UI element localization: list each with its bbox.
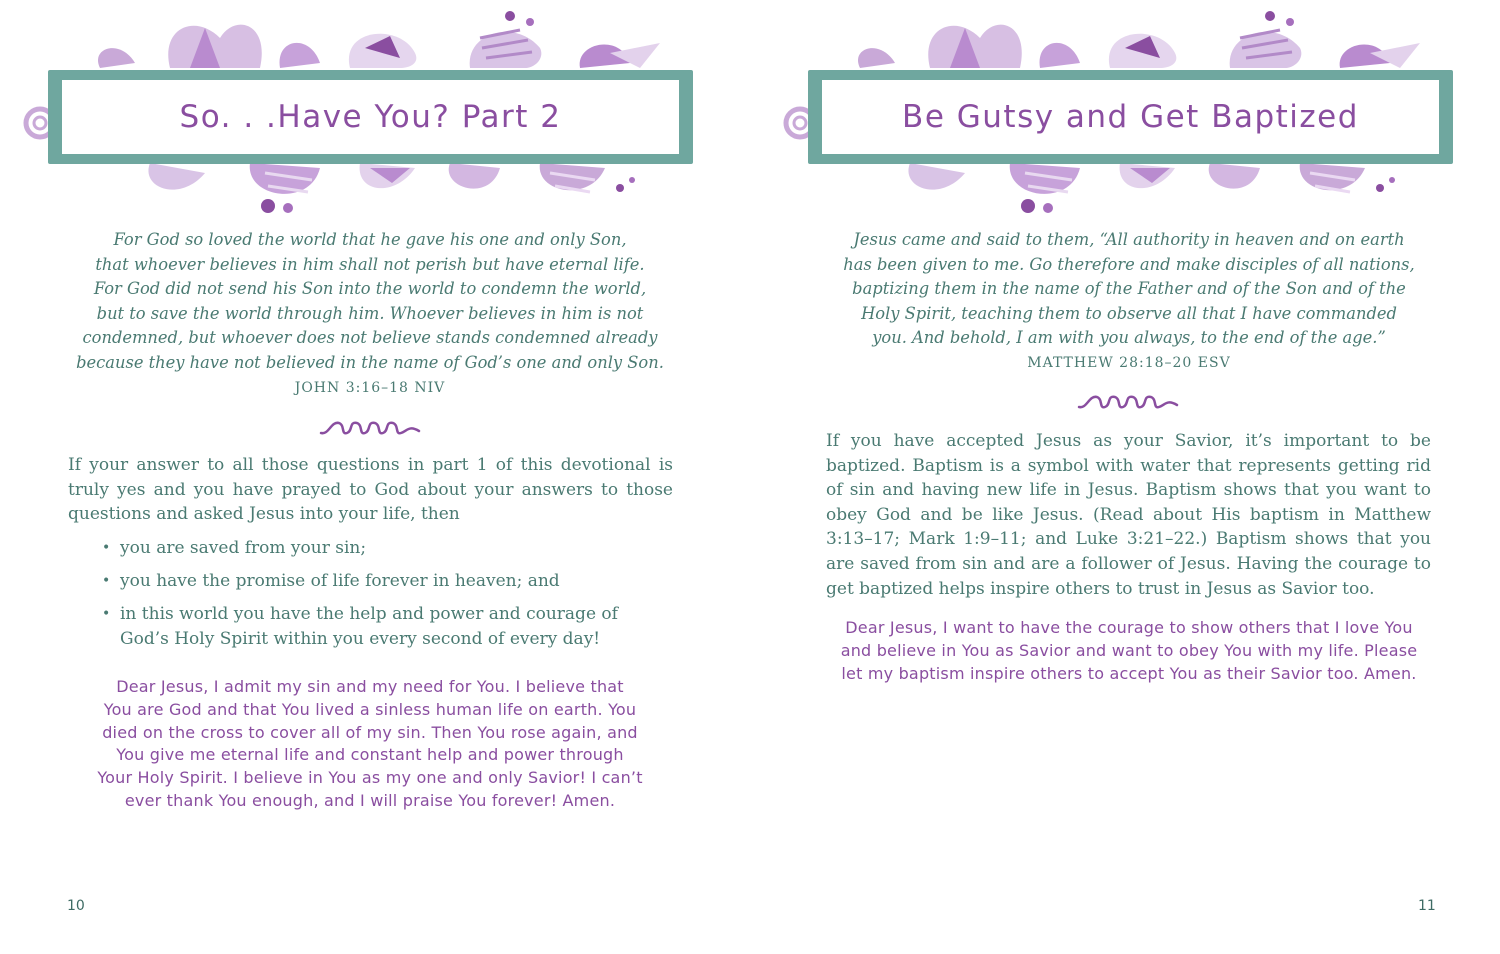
page-title: So. . .Have You? Part 2 [179,99,562,135]
verse-reference: JOHN 3:16–18 NIV [294,379,446,396]
verse-line: you. And behold, I am with you always, to the end of the age.” [872,328,1386,348]
scripture-verse [50,228,690,400]
verse-line: has been given to me. Go therefore and make disciples of all nations, [843,254,1415,274]
list-item: • you are saved from your sin; [102,538,367,558]
verse-line: because they have not believed in the name of God’s one and only Son. [76,352,664,372]
title-frame [808,70,1453,164]
verse-reference: MATTHEW 28:18–20 ESV [1027,354,1231,371]
prayer-line: You give me eternal life and constant help and power through [116,745,624,765]
verse-line: Jesus came and said to them, “All authority in heaven and on earth [853,230,1405,249]
prayer-line: died on the cross to cover all of my sin. Then You rose again, and [102,722,638,742]
verse-line: Holy Spirit, teaching them to observe all that I have commanded [861,303,1397,323]
list-item: • in this world you have the help and power and courage of God’s Holy Spirit within you every second of every day! [102,604,618,649]
right-page [750,0,1500,954]
title-frame [48,70,693,164]
prayer-text [809,617,1449,685]
verse-line: For God so loved the world that he gave his one and only Son, [113,230,627,249]
right-header-banner [780,8,1480,223]
prayer-line: Dear Jesus, I want to have the courage to show others that I love You [845,618,1413,637]
prayer-line: Dear Jesus, I admit my sin and my need for You. I believe that [116,677,624,696]
verse-line: condemned, but whoever does not believe stands condemned already [82,328,658,348]
verse-line: baptizing them in the name of the Father and of the Son and of the [852,279,1406,299]
verse-line: but to save the world through him. Whoever believes in him is not [96,303,644,323]
page-title: Be Gutsy and Get Baptized [902,99,1359,135]
left-header-banner [20,8,720,223]
verse-line: that whoever believes in him shall not perish but have eternal life. [95,254,645,274]
swirl-divider-icon [1074,389,1184,415]
page-number: 11 [1418,898,1436,914]
prayer-line: and believe in You as Savior and want to obey You with my life. Please [840,640,1418,660]
prayer-text [50,676,690,813]
prayer-line: ever thank You enough, and I will praise You forever! Amen. [124,790,616,810]
bullet-list [100,536,660,660]
prayer-line: You are God and that You lived a sinless human life on earth. You [103,699,637,719]
intro-paragraph: If your answer to all those questions in part 1 of this devotional is truly yes and you have prayed to God about your answers to those questions and asked Jesus into your life, then [68,455,673,525]
verse-line: For God did not send his Son into the world to condemn the world, [93,279,647,299]
scripture-verse [809,228,1449,376]
prayer-line: let my baptism inspire others to accept You as their Savior too. Amen. [841,663,1417,683]
swirl-divider-icon [316,415,426,441]
list-item: • you have the promise of life forever in heaven; and [102,571,560,592]
body-paragraph: If you have accepted Jesus as your Savior, it’s important to be baptized. Baptism is a symbol with water that represents getting rid of sin and having new life in Jesus. Baptism shows that you want to obey God and be like Jesus. (Read about His baptism in Matthew 3:13–17; Mark 1:9–11; and Luke 3:21–22.) Baptism shows that you are saved from sin and are a follower of Jesus. Having the courage to get baptized helps inspire others to trust in Jesus as Savior too. [826,431,1431,599]
prayer-line: Your Holy Spirit. I believe in You as my one and only Savior! I can’t [97,768,643,788]
page-number: 10 [67,898,85,914]
